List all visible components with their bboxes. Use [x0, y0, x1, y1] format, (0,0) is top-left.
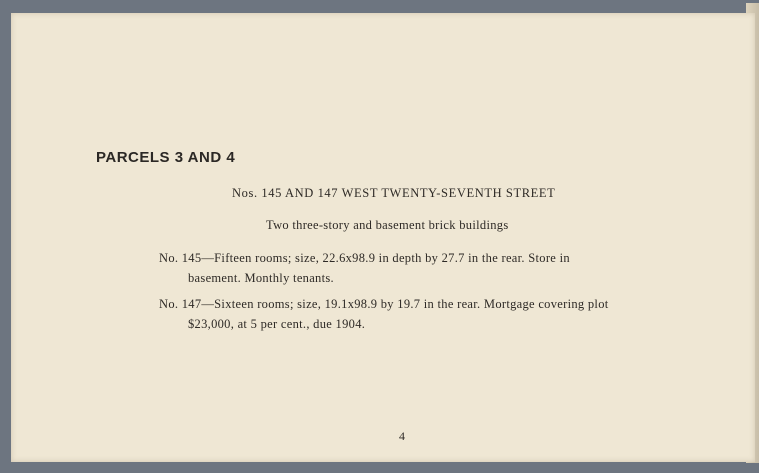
paragraph-no-147: [159, 294, 609, 334]
page-heading: PARCELS 3 AND 4: [96, 149, 236, 166]
building-description: Two three-story and basement brick buildings: [266, 218, 509, 232]
paragraph-line: $23,000, at 5 per cent., due 1904.: [188, 317, 366, 331]
paragraph-line: No. 147—Sixteen rooms; size, 19.1x98.9 by 19.7 in the rear. Mortgage covering plot: [159, 297, 609, 311]
page-number: 4: [399, 429, 405, 443]
paragraph-line: basement. Monthly tenants.: [188, 271, 334, 285]
address-subheading: Nos. 145 AND 147 WEST TWENTY-SEVENTH STREET: [232, 186, 556, 200]
document-page: [11, 13, 755, 462]
paragraph-no-145: [159, 248, 570, 288]
paragraph-line: No. 145—Fifteen rooms; size, 22.6x98.9 in depth by 27.7 in the rear. Store in: [159, 251, 570, 265]
